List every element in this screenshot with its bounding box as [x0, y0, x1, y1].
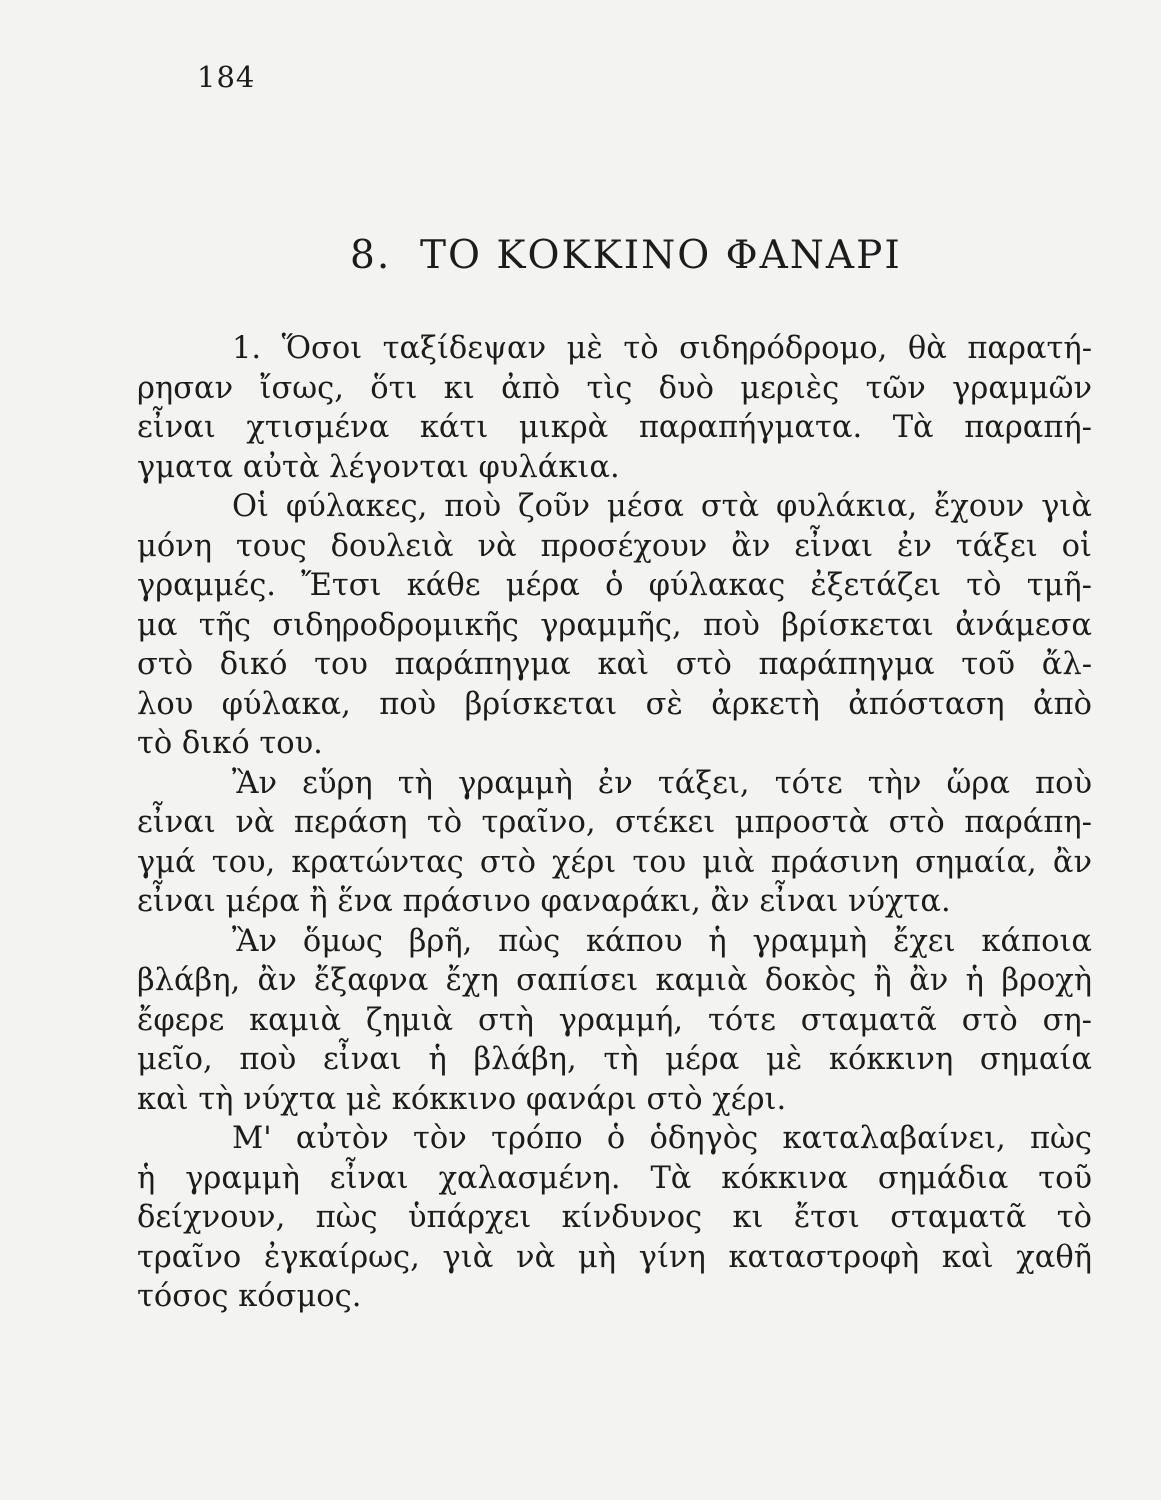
text-line: Οἱ φύλακες, ποὺ ζοῦν μέσα στὰ φυλάκια, ἔχουν γιὰ [232, 489, 1092, 524]
text-line: Μ' αὐτὸν τὸν τρόπο ὁ ὁδηγὸς καταλαβαίνει, πὼς [232, 1121, 1092, 1156]
chapter-title: 8. ΤΟ ΚΟΚΚΙΝΟ ΦΑΝΑΡΙ [350, 233, 902, 278]
text-line: γμά του, κρατώντας στὸ χέρι του μιὰ πράσινη σημαία, ἂν [137, 844, 1092, 880]
text-line: τόσος κόσμος. [137, 1279, 362, 1314]
text-line: μόνη τους δουλειὰ νὰ προσέχουν ἂν εἶναι ἐν τάξει οἱ [137, 528, 1092, 564]
text-line: λου φύλακα, ποὺ βρίσκεται σὲ ἀρκετὴ ἀπόσταση ἀπὸ [137, 686, 1092, 722]
text-line: στὸ δικό του παράπηγμα καὶ στὸ παράπηγμα τοῦ ἄλ- [137, 647, 1092, 682]
text-line: ἡ γραμμὴ εἶναι χαλασμένη. Τὰ κόκκινα σημάδια τοῦ [137, 1160, 1092, 1196]
text-line: εἶναι μέρα ἢ ἕνα πράσινο φαναράκι, ἂν εἶναι νύχτα. [137, 884, 951, 919]
text-line: γραμμές. Ἔτσι κάθε μέρα ὁ φύλακας ἐξετάζει τὸ τμῆ- [137, 568, 1092, 603]
text-line: δείχνουν, πὼς ὑπάρχει κίνδυνος κι ἔτσι σταματᾶ τὸ [137, 1200, 1092, 1235]
page-number: 184 [197, 60, 256, 94]
text-line: 1. Ὅσοι ταξίδεψαν μὲ τὸ σιδηρόδρομο, θὰ παρατή- [232, 331, 1092, 366]
text-line: βλάβη, ἂν ἔξαφνα ἔχη σαπίσει καμιὰ δοκὸς ἢ ἂν ἡ βροχὴ [137, 963, 1092, 998]
text-line: ρησαν ἴσως, ὅτι κι ἀπὸ τὶς δυὸ μεριὲς τῶν γραμμῶν [137, 370, 1092, 406]
text-line: Ἂν ὅμως βρῆ, πὼς κάπου ἡ γραμμὴ ἔχει κάποια [232, 923, 1092, 959]
text-line: τὸ δικό του. [137, 726, 323, 761]
text-line: μεῖο, ποὺ εἶναι ἡ βλάβη, τὴ μέρα μὲ κόκκινη σημαία [137, 1042, 1092, 1077]
text-line: εἶναι χτισμένα κάτι μικρὰ παραπήγματα. Τὰ παραπή- [137, 410, 1092, 445]
text-line: μα τῆς σιδηροδρομικῆς γραμμῆς, ποὺ βρίσκεται ἀνάμεσα [137, 607, 1092, 643]
text-line: ἔφερε καμιὰ ζημιὰ στὴ γραμμή, τότε σταματᾶ στὸ ση- [137, 1002, 1092, 1038]
text-line: γματα αὐτὰ λέγονται φυλάκια. [137, 449, 620, 485]
text-line: εἶναι νὰ περάση τὸ τραῖνο, στέκει μπροστὰ στὸ παράπη- [137, 805, 1092, 840]
body-text [137, 329, 1092, 1317]
text-line: τραῖνο ἐγκαίρως, γιὰ νὰ μὴ γίνη καταστροφὴ καὶ χαθῆ [137, 1239, 1092, 1275]
text-line: Ἂν εὕρη τὴ γραμμὴ ἐν τάξει, τότε τὴν ὥρα ποὺ [232, 765, 1092, 801]
text-line: καὶ τὴ νύχτα μὲ κόκκινο φανάρι στὸ χέρι. [137, 1081, 787, 1117]
